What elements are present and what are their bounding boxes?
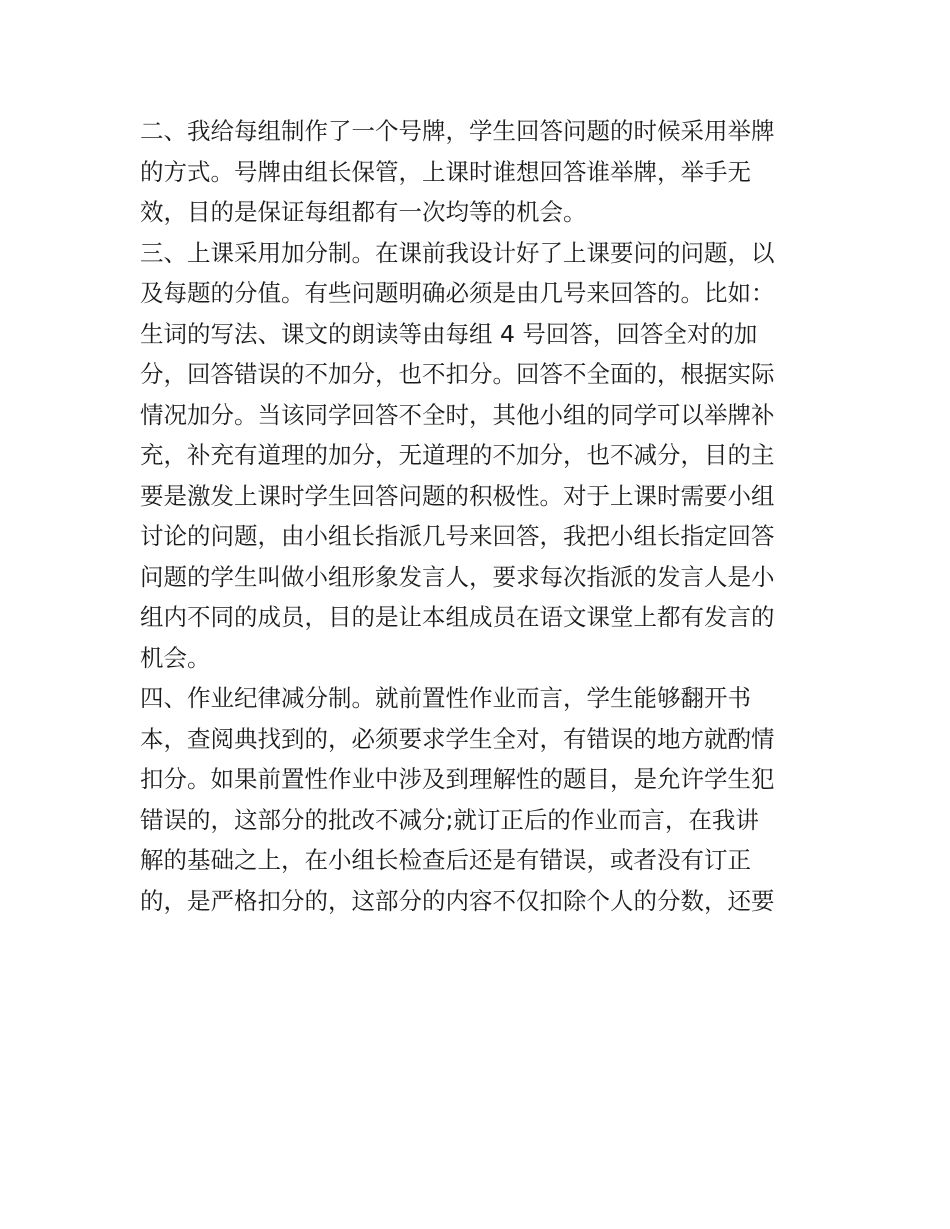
text-line: 四、作业纪律减分制。就前置性作业而言，学生能够翻开书	[140, 684, 751, 712]
text-line: 情况加分。当该同学回答不全时，其他小组的同学可以举牌补	[140, 400, 775, 429]
text-line: 的方式。号牌由组长保管，上课时谁想回答谁举牌，举手无	[140, 157, 751, 186]
text-line: 错误的，这部分的批改不减分;就订正后的作业而言，在我讲	[140, 805, 759, 834]
text-line: 机会。	[140, 643, 211, 672]
text-line: 分，回答错误的不加分，也不扣分。回答不全面的，根据实际	[140, 360, 775, 388]
text-line: 生词的写法、课文的朗读等由每组 4 号回答，回答全对的加	[140, 319, 758, 348]
text-line: 充，补充有道理的加分，无道理的不加分，也不减分，目的主	[140, 441, 775, 469]
text-line: 二、我给每组制作了一个号牌，学生回答问题的时候采用举牌	[140, 117, 775, 145]
text-line: 三、上课采用加分制。在课前我设计好了上课要问的问题，以	[140, 238, 775, 267]
text-line: 讨论的问题，由小组长指派几号来回答，我把小组长指定回答	[140, 522, 775, 550]
text-line: 效，目的是保证每组都有一次均等的机会。	[140, 198, 587, 226]
text-line: 组内不同的成员，目的是让本组成员在语文课堂上都有发言的	[140, 603, 775, 631]
text-line: 要是激发上课时学生回答问题的积极性。对于上课时需要小组	[140, 481, 775, 510]
body-text	[140, 111, 830, 921]
text-line: 的，是严格扣分的，这部分的内容不仅扣除个人的分数，还要	[140, 886, 775, 915]
text-line: 扣分。如果前置性作业中涉及到理解性的题目，是允许学生犯	[140, 765, 775, 793]
text-line: 问题的学生叫做小组形象发言人，要求每次指派的发言人是小	[140, 562, 775, 591]
text-line: 本，查阅典找到的，必须要求学生全对，有错误的地方就酌情	[140, 724, 775, 753]
text-line: 解的基础之上，在小组长检查后还是有错误，或者没有订正	[140, 846, 751, 874]
text-line: 及每题的分值。有些问题明确必须是由几号来回答的。比如：	[140, 279, 775, 307]
